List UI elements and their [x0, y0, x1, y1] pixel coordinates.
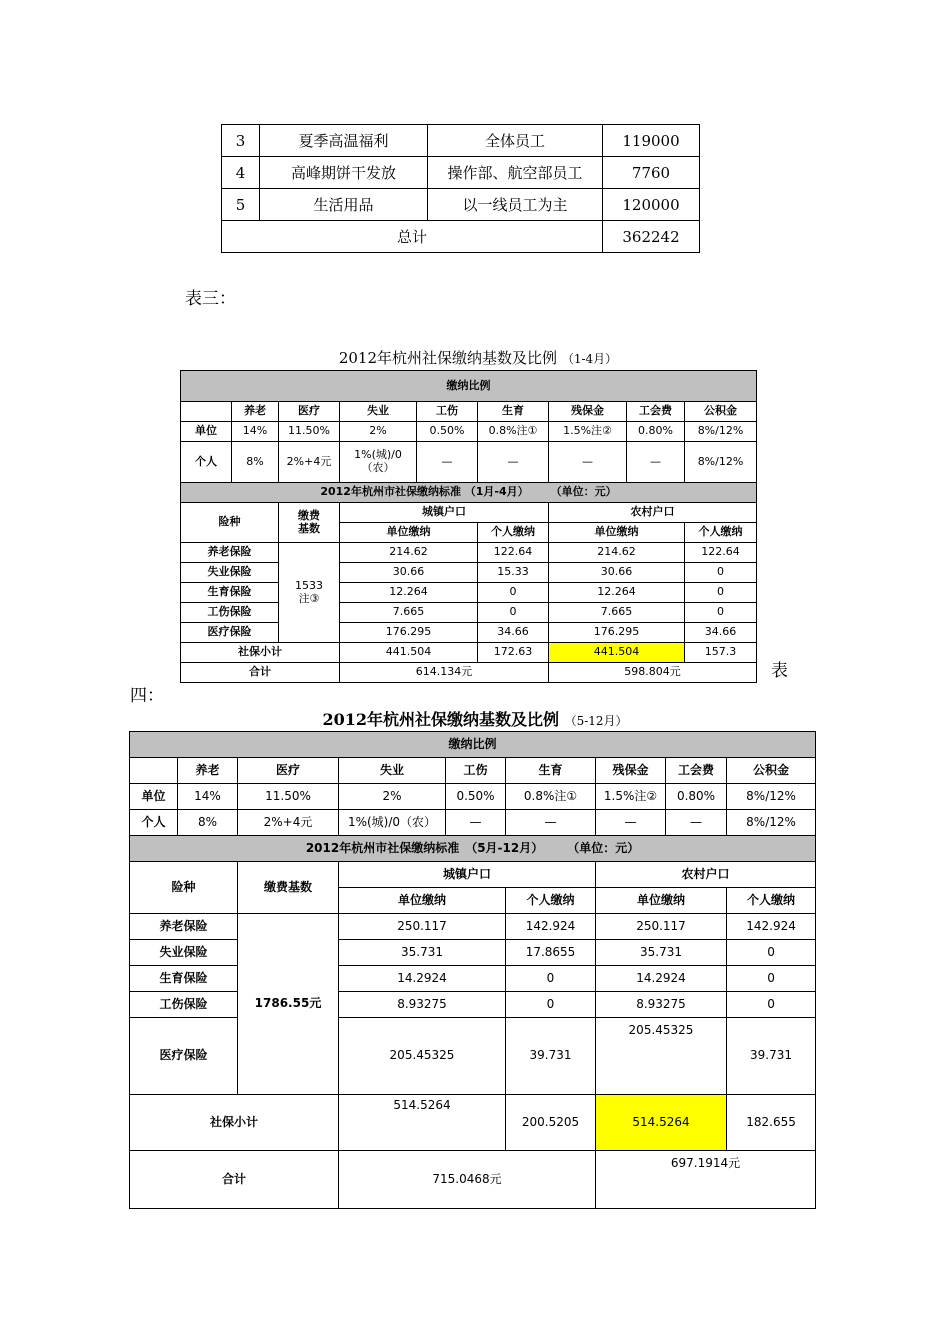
cell: 8.93275	[596, 992, 727, 1018]
social-insurance-table-may-dec	[129, 731, 816, 1209]
cell: 176.295	[549, 623, 685, 643]
ratio-value: 8%/12%	[727, 784, 816, 810]
ratio-value: 8%/12%	[727, 810, 816, 836]
personal-ratio-row	[181, 442, 757, 483]
ratio-value: 1%(城)/0（农）	[339, 810, 446, 836]
table-row	[130, 914, 816, 940]
cell: 157.3	[685, 643, 757, 663]
table-row	[222, 189, 700, 221]
ratio-value: —	[627, 442, 685, 483]
cell: 35.731	[339, 940, 506, 966]
welfare-amount: 7760	[603, 157, 700, 189]
ratio-value: 0.8%注①	[478, 422, 549, 442]
ratio-value: 2%	[340, 422, 417, 442]
ratio-value: 11.50%	[279, 422, 340, 442]
col-disability: 残保金	[549, 402, 627, 422]
table-row	[181, 583, 757, 603]
highlighted-cell: 514.5264	[596, 1095, 727, 1151]
subtotal-row	[130, 1095, 816, 1151]
welfare-target: 全体员工	[428, 125, 603, 157]
welfare-amount: 120000	[603, 189, 700, 221]
row-number: 5	[222, 189, 260, 221]
total-label: 合计	[181, 663, 340, 683]
total-urban: 715.0468元	[339, 1151, 596, 1209]
ratio-value: —	[417, 442, 478, 483]
table4-label-part1: 表	[771, 661, 788, 681]
cell: 205.45325	[339, 1018, 506, 1095]
row-label: 单位	[181, 422, 232, 442]
insurance-name: 医疗保险	[181, 623, 279, 643]
sec2-title-text: 2012年杭州社保缴纳基数及比例	[322, 710, 559, 729]
cell: 182.655	[727, 1095, 816, 1151]
total-row	[130, 1151, 816, 1209]
ratio-columns	[130, 758, 816, 784]
cell: 12.264	[340, 583, 478, 603]
ratio-value: 1.5%注②	[549, 422, 627, 442]
rural-personal-pay-header: 个人缴纳	[727, 888, 816, 914]
ratio-value: 11.50%	[238, 784, 339, 810]
ratio-value: 8%/12%	[685, 442, 757, 483]
cell: 34.66	[478, 623, 549, 643]
sec1-title-note: （1-4月）	[561, 352, 618, 366]
rural-header: 农村户口	[596, 862, 816, 888]
cell: 214.62	[340, 543, 478, 563]
insurance-name: 工伤保险	[181, 603, 279, 623]
blank-cell	[130, 758, 178, 784]
total-row	[222, 221, 700, 253]
table-row	[181, 603, 757, 623]
col-unemployment: 失业	[339, 758, 446, 784]
col-injury: 工伤	[446, 758, 506, 784]
cell: 0	[685, 563, 757, 583]
social-insurance-table-jan-apr	[180, 370, 757, 683]
cell: 0	[685, 603, 757, 623]
welfare-target: 操作部、航空部员工	[428, 157, 603, 189]
subtotal-label: 社保小计	[130, 1095, 339, 1151]
table-row	[222, 125, 700, 157]
table-row	[181, 543, 757, 563]
row-label: 个人	[130, 810, 178, 836]
ratio-value: 0.50%	[417, 422, 478, 442]
cell: 17.8655	[506, 940, 596, 966]
insurance-name: 医疗保险	[130, 1018, 238, 1095]
cell: 172.63	[478, 643, 549, 663]
subtotal-row	[181, 643, 757, 663]
col-union: 工会费	[627, 402, 685, 422]
subtotal-label: 社保小计	[181, 643, 340, 663]
table-row	[181, 563, 757, 583]
col-pension: 养老	[178, 758, 238, 784]
highlighted-cell: 441.504	[549, 643, 685, 663]
rural-personal-pay-header: 个人缴纳	[685, 523, 757, 543]
insurance-name: 失业保险	[181, 563, 279, 583]
col-unemployment: 失业	[340, 402, 417, 422]
col-medical: 医疗	[238, 758, 339, 784]
total-rural: 598.804元	[549, 663, 757, 683]
urban-unit-pay-header: 单位缴纳	[340, 523, 478, 543]
welfare-item: 生活用品	[260, 189, 428, 221]
table4-label-part2: 四：	[130, 686, 164, 706]
cell: 12.264	[549, 583, 685, 603]
cell: 7.665	[549, 603, 685, 623]
unit-ratio-row	[181, 422, 757, 442]
cell: 30.66	[340, 563, 478, 583]
cell: 0	[685, 583, 757, 603]
ratio-value: 0.80%	[666, 784, 727, 810]
table-row	[130, 966, 816, 992]
col-injury: 工伤	[417, 402, 478, 422]
cell: 214.62	[549, 543, 685, 563]
cell: 176.295	[340, 623, 478, 643]
table-row	[130, 940, 816, 966]
row-label: 个人	[181, 442, 232, 483]
sec2-title	[0, 707, 950, 730]
cell: 0	[727, 966, 816, 992]
base-value: 1533注③	[279, 543, 340, 643]
table-row	[130, 992, 816, 1018]
cell: 514.5264	[339, 1095, 506, 1151]
insurance-name: 工伤保险	[130, 992, 238, 1018]
cell: 14.2924	[596, 966, 727, 992]
welfare-item: 高峰期饼干发放	[260, 157, 428, 189]
cell: 122.64	[478, 543, 549, 563]
urban-header: 城镇户口	[339, 862, 596, 888]
insurance-name: 养老保险	[130, 914, 238, 940]
sec1-title	[0, 347, 950, 368]
ratio-value: 8%	[232, 442, 279, 483]
total-rural: 697.1914元	[596, 1151, 816, 1209]
ratio-value: 8%	[178, 810, 238, 836]
ratio-value: 0.50%	[446, 784, 506, 810]
cell: 30.66	[549, 563, 685, 583]
welfare-amount: 119000	[603, 125, 700, 157]
col-medical: 医疗	[279, 402, 340, 422]
unit-ratio-row	[130, 784, 816, 810]
cell: 0	[506, 992, 596, 1018]
base-header: 缴费基数	[279, 503, 340, 543]
ratio-value: 0.80%	[627, 422, 685, 442]
rural-unit-pay-header: 单位缴纳	[549, 523, 685, 543]
insurance-name: 失业保险	[130, 940, 238, 966]
row-label: 单位	[130, 784, 178, 810]
cell: 15.33	[478, 563, 549, 583]
base-header: 缴费基数	[238, 862, 339, 914]
total-urban: 614.134元	[340, 663, 549, 683]
cell: 0	[506, 966, 596, 992]
col-disability: 残保金	[596, 758, 666, 784]
ratio-header: 缴纳比例	[181, 371, 757, 402]
ratio-value: —	[446, 810, 506, 836]
insurance-name: 生育保险	[181, 583, 279, 603]
table3-label: 表三：	[185, 289, 236, 309]
ratio-value: 14%	[178, 784, 238, 810]
col-union: 工会费	[666, 758, 727, 784]
urban-personal-pay-header: 个人缴纳	[506, 888, 596, 914]
cell: 14.2924	[339, 966, 506, 992]
sec2-title-note: （5-12月）	[564, 714, 628, 728]
cell: 250.117	[339, 914, 506, 940]
standard-header: 2012年杭州市社保缴纳标准 （1月-4月） （单位：元）	[181, 483, 757, 503]
col-housing-fund: 公积金	[685, 402, 757, 422]
sec1-title-text: 2012年杭州社保缴纳基数及比例	[338, 349, 558, 367]
ratio-value: 14%	[232, 422, 279, 442]
ratio-value: 8%/12%	[685, 422, 757, 442]
cell: 200.5205	[506, 1095, 596, 1151]
ratio-columns	[181, 402, 757, 422]
standard-header: 2012年杭州市社保缴纳标准 （5月-12月） （单位：元）	[130, 836, 816, 862]
ratio-value: 2%	[339, 784, 446, 810]
ratio-value: —	[506, 810, 596, 836]
cell: 142.924	[506, 914, 596, 940]
welfare-table	[221, 124, 700, 253]
ratio-value: 1.5%注②	[596, 784, 666, 810]
insurance-name: 生育保险	[130, 966, 238, 992]
urban-personal-pay-header: 个人缴纳	[478, 523, 549, 543]
ratio-value: 2%+4元	[238, 810, 339, 836]
col-pension: 养老	[232, 402, 279, 422]
cell: 0	[727, 940, 816, 966]
col-maternity: 生育	[506, 758, 596, 784]
insurance-type-header: 险种	[130, 862, 238, 914]
col-housing-fund: 公积金	[727, 758, 816, 784]
urban-header: 城镇户口	[340, 503, 549, 523]
cell: 0	[478, 603, 549, 623]
cell: 34.66	[685, 623, 757, 643]
table-row	[181, 623, 757, 643]
cell: 35.731	[596, 940, 727, 966]
cell: 8.93275	[339, 992, 506, 1018]
total-row	[181, 663, 757, 683]
ratio-value: —	[666, 810, 727, 836]
insurance-type-header: 险种	[181, 503, 279, 543]
cell: 39.731	[506, 1018, 596, 1095]
blank-cell	[181, 402, 232, 422]
total-value: 362242	[603, 221, 700, 253]
cell: 250.117	[596, 914, 727, 940]
table-row	[130, 1018, 816, 1095]
row-number: 4	[222, 157, 260, 189]
col-maternity: 生育	[478, 402, 549, 422]
cell: 0	[727, 992, 816, 1018]
rural-header: 农村户口	[549, 503, 757, 523]
total-label: 总计	[222, 221, 603, 253]
ratio-value: 1%(城)/0（农）	[340, 442, 417, 483]
cell: 7.665	[340, 603, 478, 623]
welfare-target: 以一线员工为主	[428, 189, 603, 221]
cell: 142.924	[727, 914, 816, 940]
table-row	[222, 157, 700, 189]
welfare-item: 夏季高温福利	[260, 125, 428, 157]
ratio-value: 2%+4元	[279, 442, 340, 483]
ratio-value: —	[478, 442, 549, 483]
ratio-value: —	[549, 442, 627, 483]
ratio-value: 0.8%注①	[506, 784, 596, 810]
ratio-value: —	[596, 810, 666, 836]
rural-unit-pay-header: 单位缴纳	[596, 888, 727, 914]
urban-unit-pay-header: 单位缴纳	[339, 888, 506, 914]
personal-ratio-row	[130, 810, 816, 836]
cell: 39.731	[727, 1018, 816, 1095]
base-value: 1786.55元	[238, 914, 339, 1095]
row-number: 3	[222, 125, 260, 157]
cell: 205.45325	[596, 1018, 727, 1095]
ratio-header: 缴纳比例	[130, 732, 816, 758]
cell: 0	[478, 583, 549, 603]
insurance-name: 养老保险	[181, 543, 279, 563]
total-label: 合计	[130, 1151, 339, 1209]
cell: 122.64	[685, 543, 757, 563]
cell: 441.504	[340, 643, 478, 663]
